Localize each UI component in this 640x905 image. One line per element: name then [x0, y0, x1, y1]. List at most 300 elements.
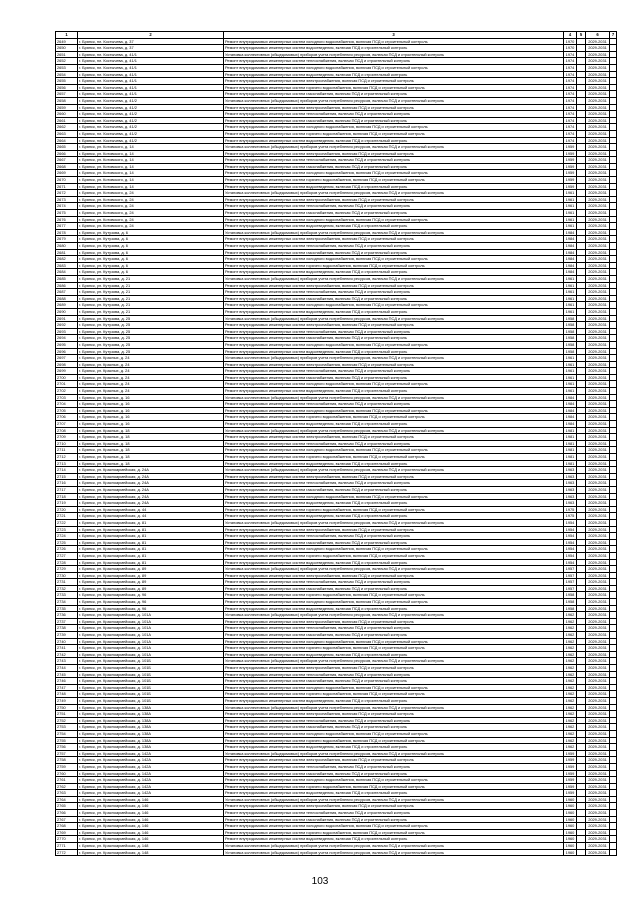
address-cell: г. Брянск, ул. Кутузова, д. 25	[78, 335, 224, 342]
year-cell: 1962	[564, 737, 577, 744]
period-cell: 2029-2031	[586, 111, 610, 118]
table-row	[56, 84, 617, 91]
period-cell: 2029-2031	[586, 526, 610, 533]
period-cell: 2029-2031	[586, 434, 610, 441]
period-cell: 2029-2031	[586, 546, 610, 553]
col7-cell	[610, 236, 617, 243]
row-number-cell: 2750	[56, 704, 78, 711]
year-cell: 1970	[564, 45, 577, 52]
table-row	[56, 355, 617, 362]
col7-cell	[610, 506, 617, 513]
table-row	[56, 684, 617, 691]
year-cell: 1984	[564, 249, 577, 256]
col7-cell	[610, 256, 617, 263]
table-row	[56, 691, 617, 698]
row-number-cell: 2663	[56, 130, 78, 137]
col5-cell	[577, 526, 586, 533]
table-row	[56, 97, 617, 104]
address-cell: г. Брянск, ул. Красноармейская, д. 89	[78, 566, 224, 573]
row-number-cell: 2674	[56, 203, 78, 210]
table-row	[56, 368, 617, 375]
address-cell: г. Брянск, ул. Красноармейская, д. 101Б	[78, 684, 224, 691]
address-cell: г. Брянск, пл. Костычева, д. 41/2	[78, 104, 224, 111]
address-cell: г. Брянск, ул. Кутузова, д. 21	[78, 275, 224, 282]
table-row	[56, 295, 617, 302]
col5-cell	[577, 750, 586, 757]
row-number-cell: 2754	[56, 730, 78, 737]
period-cell: 2029-2031	[586, 157, 610, 164]
col5-cell	[577, 790, 586, 797]
work-type-cell: Ремонт внутридомовых инженерных систем электроснабжения, включая ПСД и строительный контроль	[224, 104, 564, 111]
year-cell: 1961	[564, 289, 577, 296]
year-cell: 1962	[564, 711, 577, 718]
col7-cell	[610, 64, 617, 71]
col5-cell	[577, 315, 586, 322]
period-cell: 2029-2031	[586, 368, 610, 375]
work-type-cell: Ремонт внутридомовых инженерных систем холодного водоснабжения, включая ПСД и строительный контроль	[224, 256, 564, 263]
col7-cell	[610, 348, 617, 355]
table-row	[56, 744, 617, 751]
table-row	[56, 599, 617, 606]
col7-cell	[610, 539, 617, 546]
col7-cell	[610, 177, 617, 184]
col5-cell	[577, 302, 586, 309]
col7-cell	[610, 157, 617, 164]
period-cell: 2029-2031	[586, 401, 610, 408]
address-cell: г. Брянск, ул. Красноармейская, д. 101А	[78, 612, 224, 619]
col5-cell	[577, 704, 586, 711]
row-number-cell: 2688	[56, 295, 78, 302]
year-cell: 1957	[564, 572, 577, 579]
row-number-cell: 2735	[56, 605, 78, 612]
work-type-cell: Установка коллективных (общедомовых) приборов учета потребления ресурсов, включая ПСД и строительный контроль	[224, 355, 564, 362]
table-row	[56, 111, 617, 118]
col7-cell	[610, 717, 617, 724]
work-type-cell: Ремонт внутридомовых инженерных систем горячего водоснабжения, включая ПСД и строительный контроль	[224, 414, 564, 421]
col7-cell	[610, 823, 617, 830]
row-number-cell: 2751	[56, 711, 78, 718]
work-type-cell: Установка коллективных (общедомовых) приборов учета потребления ресурсов, включая ПСД и строительный контроль	[224, 467, 564, 474]
row-number-cell: 2673	[56, 196, 78, 203]
work-type-cell: Ремонт внутридомовых инженерных систем водоотведения, включая ПСД и строительный контроль	[224, 348, 564, 355]
row-number-cell: 2760	[56, 770, 78, 777]
period-cell: 2029-2031	[586, 223, 610, 230]
work-type-cell: Ремонт внутридомовых инженерных систем горячего водоснабжения, включая ПСД и строительный контроль	[224, 737, 564, 744]
row-number-cell: 2690	[56, 308, 78, 315]
work-type-cell: Ремонт внутридомовых инженерных систем горячего водоснабжения, включая ПСД и строительный контроль	[224, 829, 564, 836]
col7-cell	[610, 196, 617, 203]
table-row	[56, 783, 617, 790]
table-row	[56, 473, 617, 480]
col7-cell	[610, 790, 617, 797]
col7-cell	[610, 566, 617, 573]
work-type-cell: Установка коллективных (общедомовых) приборов учета потребления ресурсов, включая ПСД и строительный контроль	[224, 843, 564, 850]
col5-cell	[577, 566, 586, 573]
col5-cell	[577, 216, 586, 223]
col5-cell	[577, 51, 586, 58]
address-cell: г. Брянск, ул. Котовского, д. 24	[78, 203, 224, 210]
address-cell: г. Брянск, ул. Кутузова, д. 21	[78, 302, 224, 309]
work-type-cell: Ремонт внутридомовых инженерных систем электроснабжения, включая ПСД и строительный контроль	[224, 526, 564, 533]
work-type-cell: Ремонт внутридомовых инженерных систем водоотведения, включая ПСД и строительный контроль	[224, 513, 564, 520]
col5-cell	[577, 711, 586, 718]
address-cell: г. Брянск, ул. Красноармейская, д. 101Б	[78, 678, 224, 685]
header-col-3: 3	[224, 32, 564, 39]
work-type-cell: Установка коллективных (общедомовых) приборов учета потребления ресурсов, включая ПСД и строительный контроль	[224, 519, 564, 526]
year-cell: 1961	[564, 308, 577, 315]
period-cell: 2029-2031	[586, 645, 610, 652]
row-number-cell: 2711	[56, 447, 78, 454]
table-row	[56, 480, 617, 487]
address-cell: г. Брянск, пл. Костычева, д. 41/2	[78, 111, 224, 118]
col7-cell	[610, 150, 617, 157]
table-row	[56, 374, 617, 381]
table-row	[56, 361, 617, 368]
col5-cell	[577, 177, 586, 184]
work-type-cell: Ремонт внутридомовых инженерных систем теплоснабжения, включая ПСД и строительный контроль	[224, 58, 564, 65]
table-row	[56, 190, 617, 197]
year-cell: 1958	[564, 599, 577, 606]
table-row	[56, 38, 617, 45]
table-row	[56, 460, 617, 467]
address-cell: г. Брянск, ул. Красноармейская, д. 146	[78, 836, 224, 843]
col5-cell	[577, 434, 586, 441]
col7-cell	[610, 810, 617, 817]
row-number-cell: 2764	[56, 796, 78, 803]
address-cell: г. Брянск, ул. Красноармейская, д. 24А	[78, 467, 224, 474]
year-cell: 1962	[564, 632, 577, 639]
col7-cell	[610, 796, 617, 803]
work-type-cell: Ремонт внутридомовых инженерных систем холодного водоснабжения, включая ПСД и строительный контроль	[224, 638, 564, 645]
period-cell: 2029-2031	[586, 585, 610, 592]
year-cell: 1984	[564, 256, 577, 263]
year-cell: 1958	[564, 315, 577, 322]
period-cell: 2029-2031	[586, 493, 610, 500]
year-cell: 1962	[564, 651, 577, 658]
work-type-cell: Ремонт внутридомовых инженерных систем водоотведения, включая ПСД и строительный контроль	[224, 137, 564, 144]
table-row	[56, 763, 617, 770]
table-row	[56, 513, 617, 520]
year-cell: 1975	[564, 506, 577, 513]
col5-cell	[577, 71, 586, 78]
program-table	[55, 31, 617, 856]
col7-cell	[610, 625, 617, 632]
col7-cell	[610, 210, 617, 217]
col5-cell	[577, 632, 586, 639]
work-type-cell: Ремонт внутридомовых инженерных систем электроснабжения, включая ПСД и строительный контроль	[224, 665, 564, 672]
work-type-cell: Ремонт внутридомовых инженерных систем водоотведения, включая ПСД и строительный контроль	[224, 790, 564, 797]
work-type-cell: Ремонт внутридомовых инженерных систем газоснабжения, включая ПСД и строительный контроль	[224, 91, 564, 98]
row-number-cell: 2657	[56, 91, 78, 98]
year-cell: 1954	[564, 533, 577, 540]
col5-cell	[577, 500, 586, 507]
table-row	[56, 130, 617, 137]
table-body	[56, 38, 617, 856]
col7-cell	[610, 434, 617, 441]
period-cell: 2029-2031	[586, 678, 610, 685]
table-row	[56, 724, 617, 731]
year-cell: 1961	[564, 216, 577, 223]
row-number-cell: 2666	[56, 150, 78, 157]
table-row	[56, 697, 617, 704]
table-row	[56, 236, 617, 243]
table-row	[56, 216, 617, 223]
address-cell: г. Брянск, ул. Красных, д. 18	[78, 440, 224, 447]
address-cell: г. Брянск, пл. Костычева, д. 41/2	[78, 137, 224, 144]
row-number-cell: 2668	[56, 163, 78, 170]
col5-cell	[577, 38, 586, 45]
period-cell: 2029-2031	[586, 275, 610, 282]
row-number-cell: 2730	[56, 572, 78, 579]
period-cell: 2029-2031	[586, 203, 610, 210]
col5-cell	[577, 796, 586, 803]
work-type-cell: Ремонт внутридомовых инженерных систем теплоснабжения, включая ПСД и строительный контроль	[224, 763, 564, 770]
year-cell: 1962	[564, 625, 577, 632]
table-row	[56, 572, 617, 579]
year-cell: 1962	[564, 638, 577, 645]
work-type-cell: Ремонт внутридомовых инженерных систем электроснабжения, включая ПСД и строительный контроль	[224, 572, 564, 579]
col5-cell	[577, 45, 586, 52]
work-type-cell: Ремонт внутридомовых инженерных систем теплоснабжения, включая ПСД и строительный контроль	[224, 243, 564, 250]
work-type-cell: Установка коллективных (общедомовых) приборов учета потребления ресурсов, включая ПСД и строительный контроль	[224, 315, 564, 322]
col7-cell	[610, 632, 617, 639]
period-cell: 2029-2031	[586, 803, 610, 810]
year-cell: 1962	[564, 684, 577, 691]
table-row	[56, 315, 617, 322]
year-cell: 1960	[564, 829, 577, 836]
period-cell: 2029-2031	[586, 236, 610, 243]
row-number-cell: 2664	[56, 137, 78, 144]
row-number-cell: 2660	[56, 111, 78, 118]
work-type-cell: Ремонт внутридомовых инженерных систем горячего водоснабжения, включая ПСД и строительный контроль	[224, 262, 564, 269]
col5-cell	[577, 757, 586, 764]
year-cell: 1974	[564, 137, 577, 144]
row-number-cell: 2716	[56, 480, 78, 487]
work-type-cell: Ремонт внутридомовых инженерных систем газоснабжения, включая ПСД и строительный контроль	[224, 632, 564, 639]
table-row	[56, 559, 617, 566]
year-cell: 1962	[564, 658, 577, 665]
address-cell: г. Брянск, ул. Красноармейская, д. 89	[78, 579, 224, 586]
row-number-cell: 2733	[56, 592, 78, 599]
row-number-cell: 2766	[56, 810, 78, 817]
year-cell: 1954	[564, 559, 577, 566]
work-type-cell: Ремонт внутридомовых инженерных систем газоснабжения, включая ПСД и строительный контроль	[224, 163, 564, 170]
work-type-cell: Установка коллективных (общедомовых) приборов учета потребления ресурсов, включая ПСД и строительный контроль	[224, 704, 564, 711]
col7-cell	[610, 836, 617, 843]
col7-cell	[610, 816, 617, 823]
year-cell: 1962	[564, 730, 577, 737]
table-row	[56, 533, 617, 540]
table-row	[56, 757, 617, 764]
year-cell: 1954	[564, 526, 577, 533]
year-cell: 1962	[564, 618, 577, 625]
year-cell: 1960	[564, 823, 577, 830]
col5-cell	[577, 625, 586, 632]
period-cell: 2029-2031	[586, 480, 610, 487]
work-type-cell: Ремонт внутридомовых инженерных систем теплоснабжения, включая ПСД и строительный контроль	[224, 480, 564, 487]
period-cell: 2029-2031	[586, 691, 610, 698]
work-type-cell: Ремонт внутридомовых инженерных систем электроснабжения, включая ПСД и строительный контроль	[224, 196, 564, 203]
work-type-cell: Ремонт внутридомовых инженерных систем электроснабжения, включая ПСД и строительный контроль	[224, 322, 564, 329]
table-row	[56, 454, 617, 461]
table-row	[56, 150, 617, 157]
period-cell: 2029-2031	[586, 651, 610, 658]
col5-cell	[577, 361, 586, 368]
col5-cell	[577, 190, 586, 197]
row-number-cell: 2734	[56, 599, 78, 606]
row-number-cell: 2721	[56, 513, 78, 520]
table-row	[56, 486, 617, 493]
table-row	[56, 790, 617, 797]
work-type-cell: Ремонт внутридомовых инженерных систем электроснабжения, включая ПСД и строительный контроль	[224, 473, 564, 480]
year-cell: 1974	[564, 78, 577, 85]
col7-cell	[610, 486, 617, 493]
work-type-cell: Ремонт внутридомовых инженерных систем горячего водоснабжения, включая ПСД и строительный контроль	[224, 506, 564, 513]
table-row	[56, 717, 617, 724]
col5-cell	[577, 539, 586, 546]
col7-cell	[610, 605, 617, 612]
period-cell: 2029-2031	[586, 486, 610, 493]
row-number-cell: 2710	[56, 440, 78, 447]
table-row	[56, 269, 617, 276]
col5-cell	[577, 684, 586, 691]
col7-cell	[610, 440, 617, 447]
address-cell: г. Брянск, ул. Красноармейская, д. 138А	[78, 711, 224, 718]
col5-cell	[577, 111, 586, 118]
year-cell: 1962	[564, 697, 577, 704]
work-type-cell: Ремонт внутридомовых инженерных систем теплоснабжения, включая ПСД и строительный контроль	[224, 368, 564, 375]
address-cell: г. Брянск, пл. Костычева, д. 41/2	[78, 124, 224, 131]
row-number-cell: 2705	[56, 407, 78, 414]
table-row	[56, 348, 617, 355]
work-type-cell: Ремонт внутридомовых инженерных систем холодного водоснабжения, включая ПСД и строительный контроль	[224, 381, 564, 388]
year-cell: 1957	[564, 585, 577, 592]
address-cell: г. Брянск, ул. Красноармейская, д. 142А	[78, 757, 224, 764]
col7-cell	[610, 111, 617, 118]
row-number-cell: 2747	[56, 684, 78, 691]
address-cell: г. Брянск, пл. Костычева, д. 41/2	[78, 130, 224, 137]
row-number-cell: 2692	[56, 322, 78, 329]
period-cell: 2029-2031	[586, 394, 610, 401]
col5-cell	[577, 249, 586, 256]
row-number-cell: 2653	[56, 64, 78, 71]
work-type-cell: Установка коллективных (общедомовых) приборов учета потребления ресурсов, включая ПСД и строительный контроль	[224, 190, 564, 197]
address-cell: г. Брянск, пл. Костычева, д. 41/2	[78, 117, 224, 124]
period-cell: 2029-2031	[586, 559, 610, 566]
table-row	[56, 552, 617, 559]
work-type-cell: Установка коллективных (общедомовых) приборов учета потребления ресурсов, включая ПСД и строительный контроль	[224, 229, 564, 236]
col5-cell	[577, 572, 586, 579]
work-type-cell: Установка коллективных (общедомовых) приборов учета потребления ресурсов, включая ПСД и строительный контроль	[224, 275, 564, 282]
year-cell: 1959	[564, 144, 577, 151]
col7-cell	[610, 454, 617, 461]
period-cell: 2029-2031	[586, 697, 610, 704]
col7-cell	[610, 289, 617, 296]
period-cell: 2029-2031	[586, 381, 610, 388]
address-cell: г. Брянск, ул. Красных, д. 16	[78, 414, 224, 421]
year-cell: 1961	[564, 302, 577, 309]
address-cell: г. Брянск, ул. Красноармейская, д. 89	[78, 572, 224, 579]
address-cell: г. Брянск, ул. Красноармейская, д. 146	[78, 796, 224, 803]
table-row	[56, 671, 617, 678]
row-number-cell: 2770	[56, 836, 78, 843]
address-cell: г. Брянск, ул. Красноармейская, д. 96	[78, 599, 224, 606]
work-type-cell: Ремонт внутридомовых инженерных систем газоснабжения, включая ПСД и строительный контроль	[224, 210, 564, 217]
col5-cell	[577, 836, 586, 843]
col5-cell	[577, 269, 586, 276]
header-col-7: 7	[610, 32, 617, 39]
address-cell: г. Брянск, ул. Красноармейская, д. 142А	[78, 750, 224, 757]
address-cell: г. Брянск, ул. Красноармейская, д. 142А	[78, 770, 224, 777]
year-cell: 1959	[564, 170, 577, 177]
year-cell: 1959	[564, 770, 577, 777]
work-type-cell: Установка коллективных (общедомовых) приборов учета потребления ресурсов, включая ПСД и строительный контроль	[224, 427, 564, 434]
col5-cell	[577, 546, 586, 553]
address-cell: г. Брянск, ул. Кутузова, д. 21	[78, 282, 224, 289]
table-row	[56, 447, 617, 454]
row-number-cell: 2763	[56, 790, 78, 797]
table-row	[56, 341, 617, 348]
address-cell: г. Брянск, ул. Красноармейская, д. 24А	[78, 486, 224, 493]
period-cell: 2029-2031	[586, 196, 610, 203]
col7-cell	[610, 671, 617, 678]
address-cell: г. Брянск, пл. Костычева, д. 41/1	[78, 58, 224, 65]
row-number-cell: 2744	[56, 665, 78, 672]
address-cell: г. Брянск, ул. Красноармейская, д. 101А	[78, 632, 224, 639]
row-number-cell: 2728	[56, 559, 78, 566]
col5-cell	[577, 170, 586, 177]
period-cell: 2029-2031	[586, 229, 610, 236]
year-cell: 1962	[564, 704, 577, 711]
row-number-cell: 2678	[56, 229, 78, 236]
col7-cell	[610, 84, 617, 91]
period-cell: 2029-2031	[586, 506, 610, 513]
year-cell: 1974	[564, 64, 577, 71]
col5-cell	[577, 427, 586, 434]
col5-cell	[577, 599, 586, 606]
col7-cell	[610, 526, 617, 533]
row-number-cell: 2718	[56, 493, 78, 500]
row-number-cell: 2656	[56, 84, 78, 91]
address-cell: г. Брянск, ул. Кутузова, д. 6	[78, 229, 224, 236]
address-cell: г. Брянск, ул. Красноармейская, д. 101Б	[78, 671, 224, 678]
col5-cell	[577, 665, 586, 672]
work-type-cell: Ремонт внутридомовых инженерных систем электроснабжения, включая ПСД и строительный контроль	[224, 711, 564, 718]
work-type-cell: Ремонт внутридомовых инженерных систем газоснабжения, включая ПСД и строительный контроль	[224, 249, 564, 256]
work-type-cell: Ремонт внутридомовых инженерных систем водоотведения, включая ПСД и строительный контроль	[224, 388, 564, 395]
col5-cell	[577, 678, 586, 685]
col7-cell	[610, 559, 617, 566]
address-cell: г. Брянск, ул. Красноармейская, д. 44	[78, 513, 224, 520]
period-cell: 2029-2031	[586, 440, 610, 447]
col5-cell	[577, 183, 586, 190]
row-number-cell: 2765	[56, 803, 78, 810]
col5-cell	[577, 348, 586, 355]
col5-cell	[577, 295, 586, 302]
work-type-cell: Установка коллективных (общедомовых) приборов учета потребления ресурсов, включая ПСД и строительный контроль	[224, 566, 564, 573]
table-row	[56, 810, 617, 817]
row-number-cell: 2748	[56, 691, 78, 698]
row-number-cell: 2671	[56, 183, 78, 190]
period-cell: 2029-2031	[586, 64, 610, 71]
period-cell: 2029-2031	[586, 632, 610, 639]
row-number-cell: 2729	[56, 566, 78, 573]
row-number-cell: 2703	[56, 394, 78, 401]
col7-cell	[610, 849, 617, 856]
work-type-cell: Ремонт внутридомовых инженерных систем холодного водоснабжения, включая ПСД и строительный контроль	[224, 302, 564, 309]
col5-cell	[577, 810, 586, 817]
col5-cell	[577, 223, 586, 230]
